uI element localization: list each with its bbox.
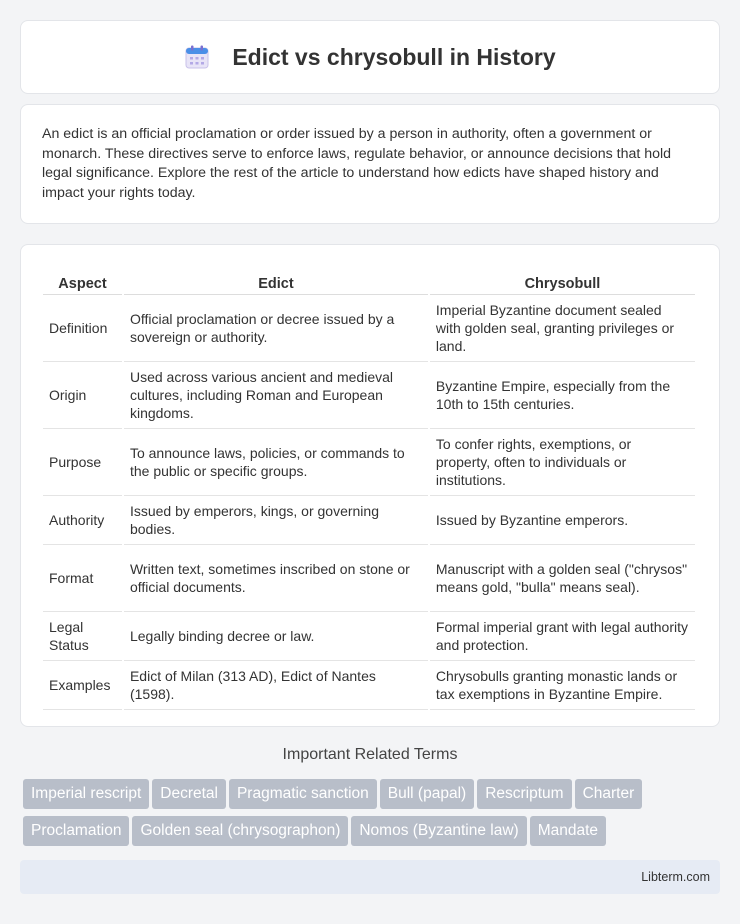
table-row [43,545,695,612]
column-header-edict: Edict [124,265,428,295]
related-term-tag[interactable]: Imperial rescript [23,779,149,809]
row-edict: Used across various ancient and medieval cultures, including Roman and European kingdoms. [124,362,428,429]
row-chrysobull: Imperial Byzantine document sealed with golden seal, granting privileges or land. [430,295,695,362]
calendar-icon [184,44,210,70]
row-aspect: Format [43,545,122,612]
row-edict: Edict of Milan (313 AD), Edict of Nantes (1598). [124,661,428,710]
table-row [43,362,695,429]
related-term-tag[interactable]: Decretal [152,779,226,809]
table-header-row [43,265,695,295]
row-aspect: Definition [43,295,122,362]
related-term-tag[interactable]: Golden seal (chrysographon) [132,816,348,846]
table-row [43,496,695,545]
table-row [43,661,695,710]
related-term-tag[interactable]: Pragmatic sanction [229,779,377,809]
comparison-table [41,265,697,710]
related-terms-list [23,779,723,853]
row-edict: Legally binding decree or law. [124,612,428,661]
table-row [43,429,695,496]
row-edict: Issued by emperors, kings, or governing bodies. [124,496,428,545]
row-chrysobull: Byzantine Empire, especially from the 10th to 15th centuries. [430,362,695,429]
intro-card [20,104,720,224]
row-aspect: Purpose [43,429,122,496]
related-term-tag[interactable]: Nomos (Byzantine law) [351,816,526,846]
row-aspect: Legal Status [43,612,122,661]
header-card [20,20,720,94]
footer-site-link[interactable]: Libterm.com [641,870,710,884]
row-chrysobull: Issued by Byzantine emperors. [430,496,695,545]
row-aspect: Origin [43,362,122,429]
table-row [43,295,695,362]
column-header-chrysobull: Chrysobull [430,265,695,295]
row-aspect: Examples [43,661,122,710]
related-term-tag[interactable]: Rescriptum [477,779,571,809]
table-row [43,612,695,661]
related-term-tag[interactable]: Mandate [530,816,606,846]
related-term-tag[interactable]: Charter [575,779,643,809]
column-header-aspect: Aspect [43,265,122,295]
row-chrysobull: Formal imperial grant with legal authority and protection. [430,612,695,661]
related-terms-title: Important Related Terms [282,746,458,763]
row-edict: Written text, sometimes inscribed on stone or official documents. [124,545,428,612]
row-chrysobull: To confer rights, exemptions, or property, often to individuals or institutions. [430,429,695,496]
row-chrysobull: Manuscript with a golden seal ("chrysos" means gold, "bulla" means seal). [430,545,695,612]
row-aspect: Authority [43,496,122,545]
page-title: Edict vs chrysobull in History [232,43,556,70]
intro-text: An edict is an official proclamation or order issued by a person in authority, often a government or monarch. These directives serve to enforce laws, regulate behavior, or announce decisions that hold legal significance. Explore the rest of the article to understand how edicts have shaped history and impact your rights today. [42,126,672,201]
related-term-tag[interactable]: Bull (papal) [380,779,474,809]
row-edict: To announce laws, policies, or commands to the public or specific groups. [124,429,428,496]
comparison-table-card [20,244,720,727]
related-term-tag[interactable]: Proclamation [23,816,129,846]
row-chrysobull: Chrysobulls granting monastic lands or tax exemptions in Byzantine Empire. [430,661,695,710]
row-edict: Official proclamation or decree issued by a sovereign or authority. [124,295,428,362]
footer [20,860,720,894]
